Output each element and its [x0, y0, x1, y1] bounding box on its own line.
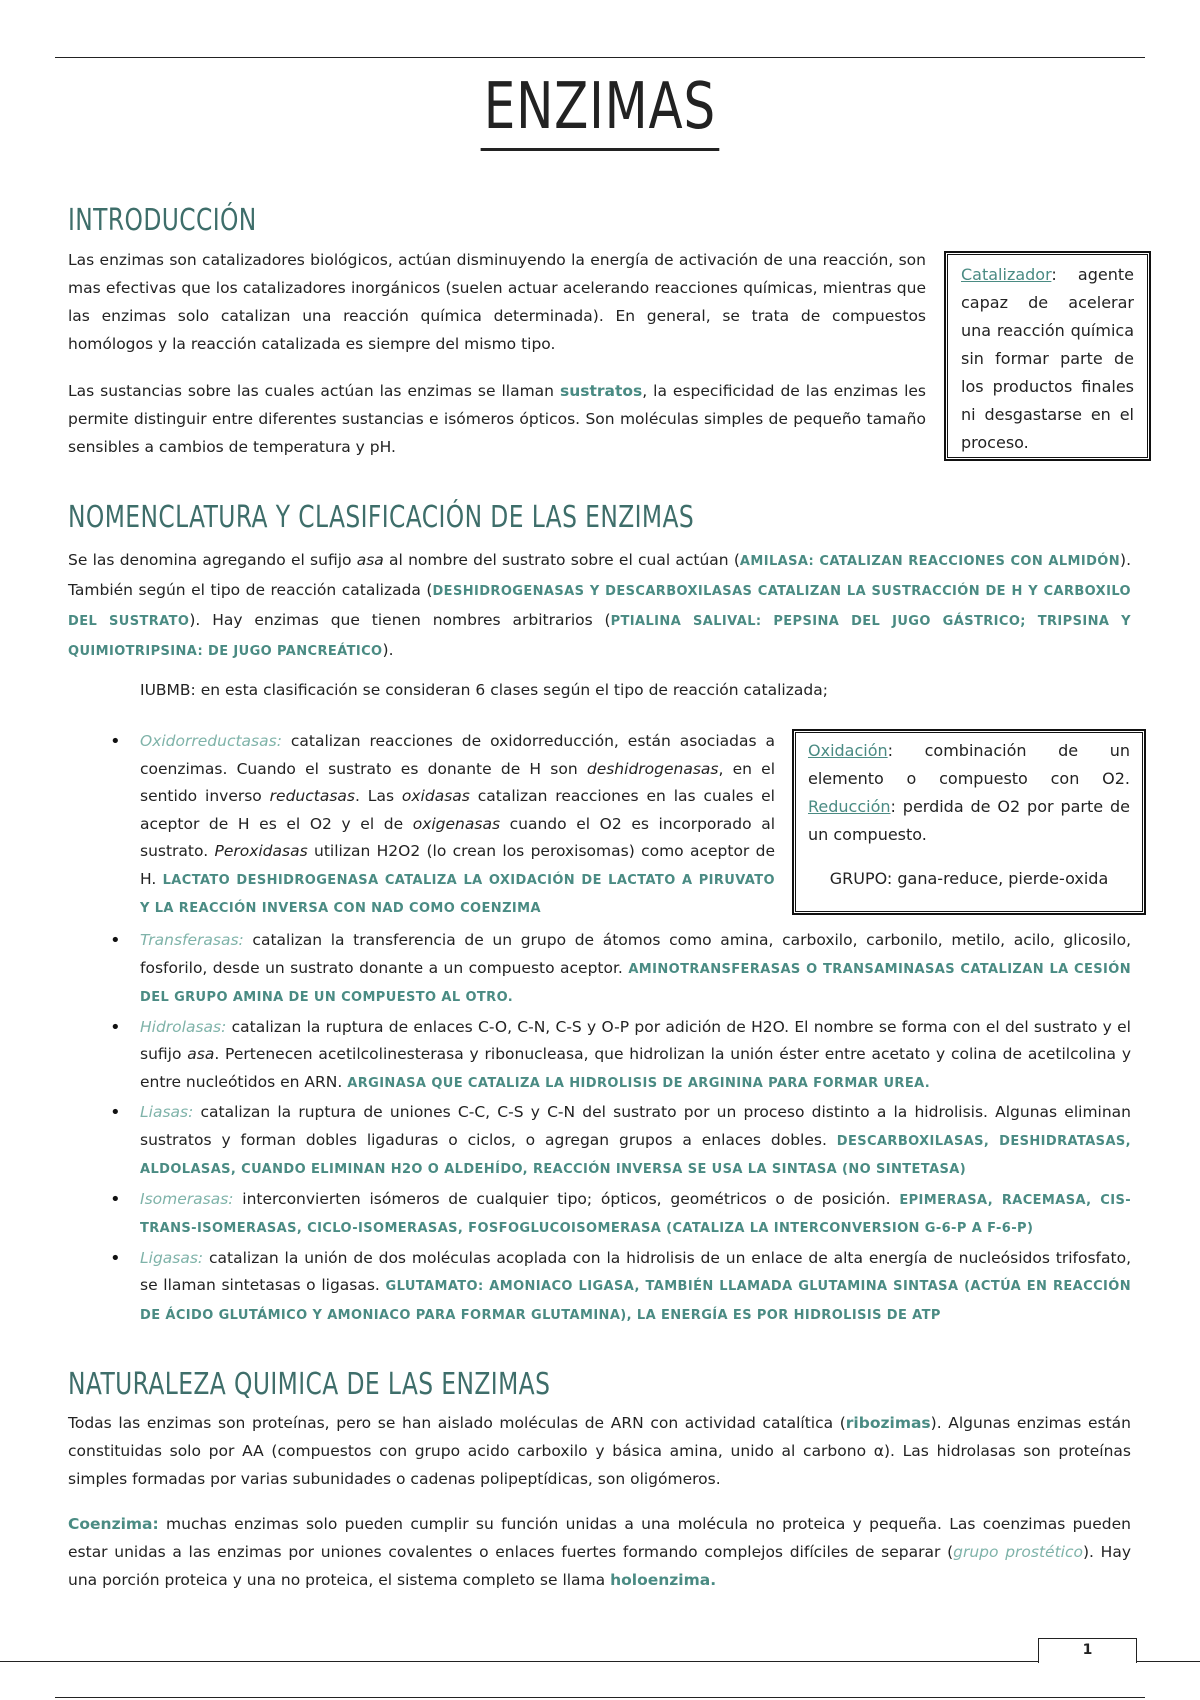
page-number: 1 — [1038, 1638, 1137, 1663]
grupo-rule: GRUPO: gana-reduce, pierde-oxida — [829, 869, 1109, 888]
heading-nomenclatura: NOMENCLATURA Y CLASIFICACIÓN DE LAS ENZIMAS — [68, 500, 695, 535]
top-rule — [55, 57, 1145, 58]
keyword-ribozimas: ribozimas — [845, 1414, 931, 1432]
term-catalizador: Catalizador — [961, 265, 1052, 284]
keyword-coenzima: Coenzima: — [68, 1515, 159, 1533]
definition-box-catalizador: Catalizador: agente capaz de acelerar una reacción química sin formar parte de los productos finales ni desgastarse en el proceso. — [944, 251, 1151, 461]
list-item-liasas: • Liasas: catalizan la ruptura de uniones C-C, C-S y C-N del sustrato por un proceso distinto a la hidrolisis. Algunas eliminan sustratos y forman dobles ligaduras o ciclos, o agregan grupos a enlaces dobles. DESCARBOXILASAS, DESHIDRATASAS, ALDOLASAS, CUANDO ELIMINAN H2O O ALDEHÍDO, REACCIÓN INVERSA SE USA LA SINTASA (NO SINTETASA) — [140, 1099, 1131, 1184]
list-item-hidrolasas: • Hidrolasas: catalizan la ruptura de enlaces C-O, C-N, C-S y O-P por adición de H2O. El nombre se forma con el del sustrato y el sufijo asa. Pertenecen acetilcolinesterasa y ribonucleasa, que hidrolizan la unión éster entre acetato y colina de acetilcolina y entre nucleótidos en ARN. ARGINASA QUE CATALIZA LA HIDROLISIS DE ARGININA PARA FORMAR UREA. — [140, 1014, 1131, 1098]
heading-introduccion: INTRODUCCIÓN — [68, 203, 257, 238]
list-item-ligasas: • Ligasas: catalizan la unión de dos moléculas acoplada con la hidrolisis de un enlace de alta energía de nucleósidos trifosfato, se llaman sintetasas o ligasas. GLUTAMATO: AMONIACO LIGASA, TAMBIÉN LLAMADA GLUTAMINA SINTASA (ACTÚA EN REACCIÓN DE ÁCIDO GLUTÁMICO Y AMONIACO PARA FORMAR GLUTAMINA), LA ENERGÍA ES POR HIDROLISIS DE ATP — [140, 1245, 1131, 1330]
intro-paragraph-1: Las enzimas son catalizadores biológicos, actúan disminuyendo la energía de activación de una reacción, son mas efectivas que los catalizadores inorgánicos (suelen actuar acelerando reacciones químicas, mientras que las enzimas solo catalizan una reacción química determinada). En general, se trata de compuestos homólogos y la reacción catalizada es siempre del mismo tipo. — [68, 251, 926, 353]
term-reduccion: Reducción — [808, 797, 891, 816]
list-item-oxidorreductasas: • Oxidorreductasas: catalizan reacciones de oxidorreducción, están asociadas a coenzimas. Cuando el sustrato es donante de H son deshidrogenasas, en el sentido inverso reductasas. Las oxidasas catalizan reacciones en las cuales el aceptor de H es el O2 y el de oxigenasas cuando el O2 es incorporado al sustrato. Peroxidasas utilizan H2O2 (lo crean los peroxisomas) como aceptor de H. LACTATO DESHIDROGENASA CATALIZA LA OXIDACIÓN DE LACTATO A PIRUVATO Y LA REACCIÓN INVERSA CON NAD COMO COENZIMA — [140, 728, 775, 923]
keyword-holoenzima: holoenzima. — [610, 1571, 717, 1589]
nomen-paragraph: Se las denomina agregando el sufijo asa al nombre del sustrato sobre el cual actúan (AMILASA: CATALIZAN REACCIONES CON ALMIDÓN). También según el tipo de reacción catalizada (DESHIDROGENASAS Y DESCARBOXILASAS CATALIZAN LA SUSTRACCIÓN DE H Y CARBOXILO DEL SUSTRATO). Hay enzimas que tienen nombres arbitrarios (PTIALINA SALIVAL: PEPSINA DEL JUGO GÁSTRICO; TRIPSINA Y QUIMIOTRIPSINA: DE JUGO PANCREÁTICO). — [68, 551, 1131, 659]
naturaleza-paragraph-1: Todas las enzimas son proteínas, pero se han aislado moléculas de ARN con actividad catalítica (ribozimas). Algunas enzimas están constituidas solo por AA (compuestos con grupo acido carboxilo y básica amina, unido al carbono α). Las hidrolasas son proteínas simples formadas por varias subunidades o cadenas polipeptídicas, son oligómeros. — [68, 1414, 1131, 1488]
heading-naturaleza: NATURALEZA QUIMICA DE LAS ENZIMAS — [68, 1367, 551, 1402]
enzyme-class-list-1 — [140, 728, 775, 923]
bottom-rule — [55, 1697, 1145, 1698]
term-oxidacion: Oxidación — [808, 741, 888, 760]
example-deshidrogenasas: DESHIDROGENASAS Y DESCARBOXILASAS CATALIZAN LA SUSTRACCIÓN DE H Y CARBOXILO DEL SUSTRATO — [68, 584, 1131, 629]
keyword-sustratos: sustratos — [559, 382, 643, 400]
example-ptialina: PTIALINA SALIVAL: PEPSINA DEL JUGO GÁSTRICO; TRIPSINA Y QUIMIOTRIPSINA: DE JUGO PANCREÁTICO — [68, 614, 1131, 659]
list-item-transferasas: • Transferasas: catalizan la transferencia de un grupo de átomos como amina, carboxilo, carbonilo, metilo, acilo, glicosilo, fosforilo, desde un sustrato donante a un compuesto aceptor. AMINOTRANSFERASAS O TRANSAMINASAS CATALIZAN LA CESIÓN DEL GRUPO AMINA DE UN COMPUESTO AL OTRO. — [140, 927, 1131, 1012]
page-title: ENZIMAS — [0, 66, 1200, 151]
footer-rule — [0, 1661, 1200, 1662]
naturaleza-paragraph-2: Coenzima: muchas enzimas solo pueden cumplir su función unidas a una molécula no proteica y pequeña. Las coenzimas pueden estar unidas a las enzimas por uniones covalentes o enlaces fuertes formando complejos difíciles de separar (grupo prostético). Hay una porción proteica y una no proteica, el sistema completo se llama holoenzima. — [68, 1515, 1131, 1589]
list-item-isomerasas: • Isomerasas: interconvierten isómeros de cualquier tipo; ópticos, geométricos o de posición. EPIMERASA, RACEMASA, CIS-TRANS-ISOMERASAS, CICLO-ISOMERASAS, FOSFOGLUCOISOMERASA (CATALIZA LA INTERCONVERSION G-6-P A F-6-P) — [140, 1186, 1131, 1243]
iubmb-line: IUBMB: en esta clasificación se consideran 6 clases según el tipo de reacción catalizada; — [140, 681, 828, 699]
definition-box-oxidacion: Oxidación: combinación de un elemento o compuesto con O2. Reducción: perdida de O2 por parte de un compuesto. GRUPO: gana-reduce, pierde-oxida — [792, 729, 1146, 915]
enzyme-class-list-2 — [140, 927, 1131, 1329]
intro-paragraph-2: Las sustancias sobre las cuales actúan las enzimas se llaman sustratos, la especificidad de las enzimas les permite distinguir entre diferentes sustancias e isómeros ópticos. Son moléculas simples de pequeño tamaño sensibles a cambios de temperatura y pH. — [68, 382, 927, 456]
example-amilasa: AMILASA: CATALIZAN REACCIONES CON ALMIDÓN — [739, 554, 1121, 569]
